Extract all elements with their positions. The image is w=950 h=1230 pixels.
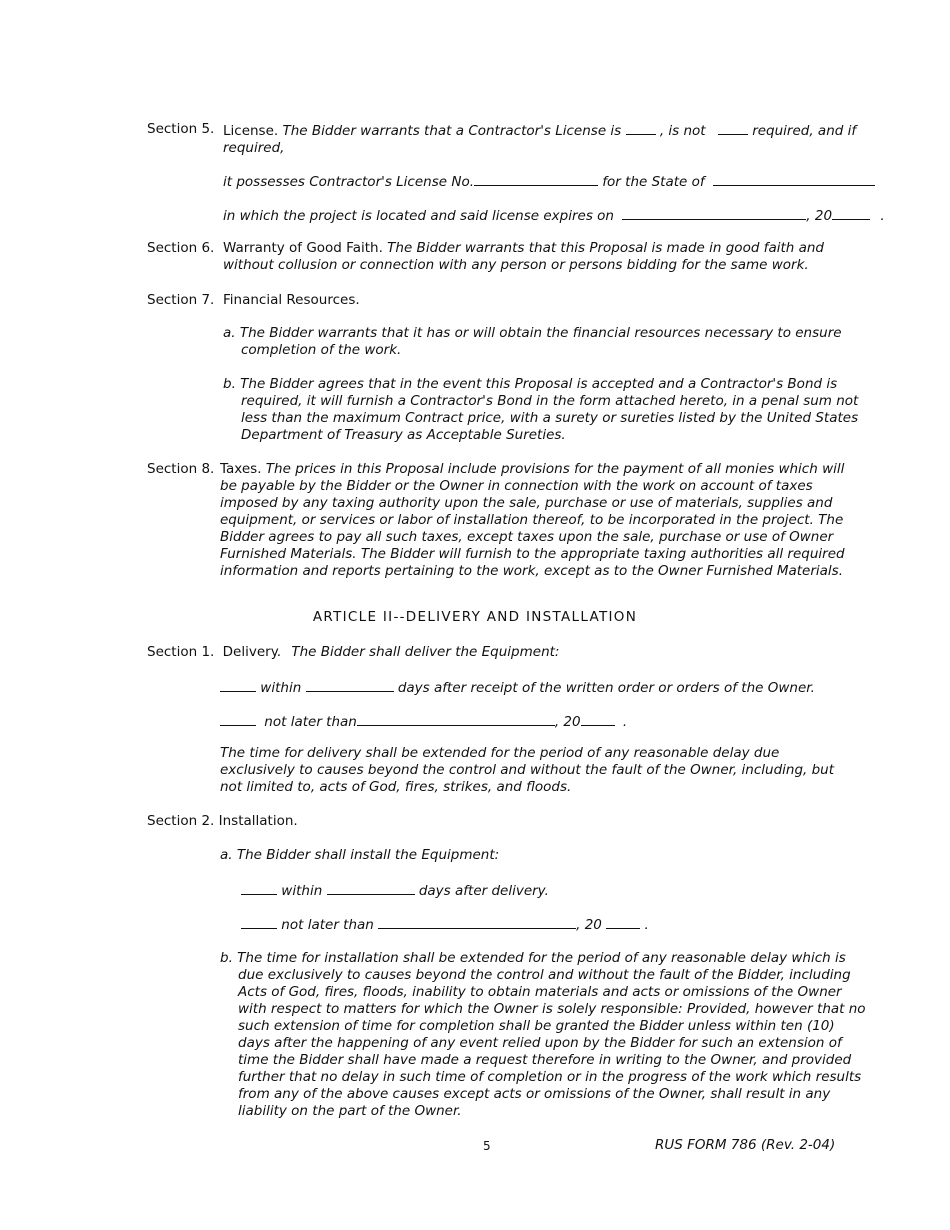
license-expiry-date-blank[interactable] [622,206,806,220]
section-7-label: Section 7. [147,292,215,308]
license-number-blank[interactable] [474,172,598,186]
delivery-days-blank[interactable] [306,678,394,692]
section-8-label: Section 8. [147,461,215,477]
delivery-heading: Delivery. [222,644,282,660]
installation-not-later-line: not later than , 20 . [241,915,649,934]
license-number-line: it possesses Contractor's License No. for the State of [223,172,875,191]
section-7-heading: Financial Resources. [223,292,360,308]
license-state-blank[interactable] [713,172,875,186]
installation-days-blank[interactable] [327,881,415,895]
delivery-within-line: within days after receipt of the written order or orders of the Owner. [220,678,815,697]
installation-within-check-blank[interactable] [241,881,277,895]
license-expiry-line: in which the project is located and said license expires on , 20 . [223,208,885,224]
article-heading: ARTICLE II--DELIVERY AND INSTALLATION [312,609,638,625]
installation-item-a: a. The Bidder shall install the Equipment: [220,847,500,863]
installation-year-blank[interactable] [606,915,640,929]
section-7-item-a: a. The Bidder warrants that it has or will obtain the financial resources necessary to ensure completion of the work. [223,325,842,358]
delivery-within-check-blank[interactable] [220,678,256,692]
delivery-year-blank[interactable] [581,712,615,726]
license-expiry-year-blank[interactable] [832,206,870,220]
delivery-section: Section 1. Delivery. The Bidder shall deliver the Equipment: [147,644,560,660]
installation-item-b: b. The time for installation shall be extended for the period of any reasonable delay which is due exclusively to causes beyond the control and without the fault of the Bidder, including Acts of God, fires, floods, inability to obtain materials and acts or omissions of the Owner with respect to matters for which the Owner is solely responsible: Provided, however that no such extension of time for completion shall be granted the Bidder unless within ten (10) days after the happening of any event relied upon by the Bidder for such an extension of time the Bidder shall have made a request therefore in writing to the Owner, and provided further that no delay in such time of completion or in the progress of the work which results from any of the above causes except acts or omissions of the Owner, shall result in any liability on the part of the Owner. [220,950,866,1119]
delivery-date-blank[interactable] [357,712,555,726]
license-not-required-blank[interactable] [718,121,748,135]
section-7-item-b: b. The Bidder agrees that in the event this Proposal is accepted and a Contractor's Bond is required, it will furnish a Contractor's Bond in the form attached hereto, in a penal sum not less than the maximum Contract price, with a surety or sureties listed by the United States Department of Treasury as Acceptable Sureties. [223,376,859,443]
installation-date-blank[interactable] [378,915,576,929]
delivery-label: Section 1. [147,644,215,660]
delivery-not-later-line: not later than , 20 . [220,712,627,731]
section-5-label: Section 5. [147,121,215,137]
section-6-heading: Warranty of Good Faith. [223,240,383,256]
delivery-extension-text: The time for delivery shall be extended for the period of any reasonable delay due exclusively to causes beyond the control and without the fault of the Owner, including, but not limited to, acts of God, fires, strikes, and floods. [220,745,835,795]
form-number: RUS FORM 786 (Rev. 2-04) [655,1137,836,1153]
section-8-heading: Taxes. [220,461,262,477]
page-number: 5 [483,1139,491,1153]
installation-label: Section 2. Installation. [147,813,298,829]
installation-within-line: within days after delivery. [241,881,549,900]
section-5-heading: License. [223,123,279,139]
installation-not-later-check-blank[interactable] [241,915,277,929]
section-6-label: Section 6. [147,240,215,256]
license-required-blank[interactable] [626,121,656,135]
delivery-not-later-check-blank[interactable] [220,712,256,726]
